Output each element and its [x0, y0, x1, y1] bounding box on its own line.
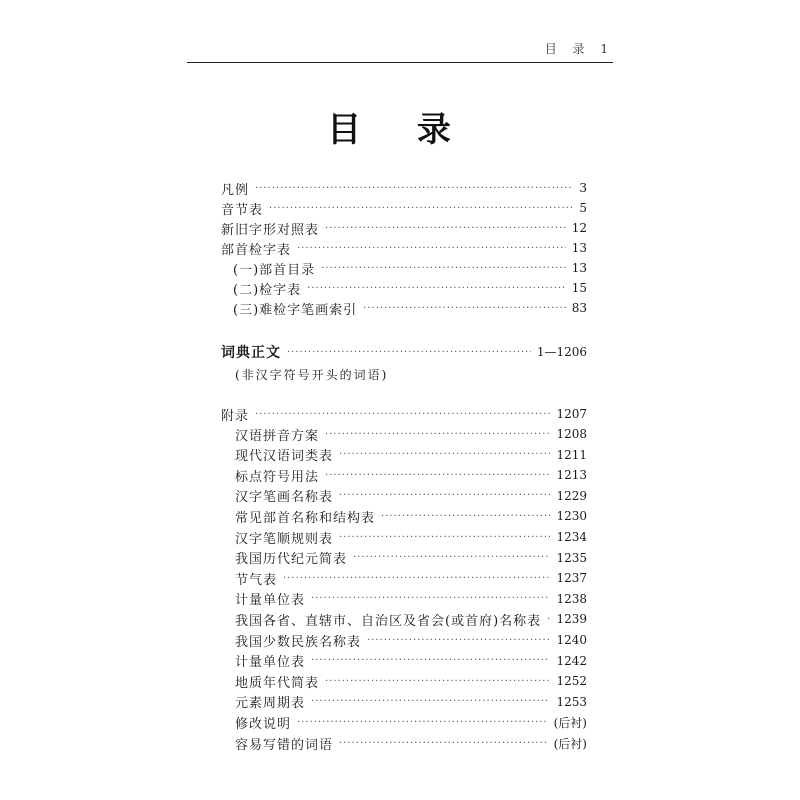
leader-dots	[339, 738, 548, 749]
leader-dots	[381, 511, 550, 522]
toc-entry-label: 节气表	[235, 572, 278, 588]
toc-entry-page: 1213	[556, 468, 587, 483]
leader-dots	[311, 696, 550, 707]
leader-dots	[547, 614, 550, 625]
leader-dots	[339, 449, 550, 460]
toc-entry-label: 我国少数民族名称表	[235, 634, 362, 650]
leader-dots	[339, 490, 550, 501]
leader-dots	[297, 243, 566, 254]
leader-dots	[311, 655, 550, 666]
page-title: 目 录	[327, 110, 473, 150]
appendix-item[interactable]	[235, 486, 587, 506]
appendix-item[interactable]	[235, 465, 587, 485]
toc-subentry-stroke-index[interactable]	[233, 298, 587, 318]
top-rule	[187, 62, 613, 63]
toc-entry-page: 15	[571, 281, 587, 295]
appendix-item[interactable]	[235, 712, 587, 732]
toc-entry-page: 1207	[556, 407, 587, 421]
leader-dots	[367, 635, 550, 646]
toc-entry-page: 1238	[556, 591, 587, 606]
toc-subentry-radical-list[interactable]	[233, 258, 587, 278]
leader-dots	[353, 552, 550, 563]
appendix-item[interactable]	[235, 630, 587, 650]
leader-dots	[339, 532, 550, 543]
appendix-item[interactable]	[235, 445, 587, 465]
toc-entry-page: 1230	[556, 509, 587, 524]
appendix-item[interactable]	[235, 568, 587, 588]
appendix-item[interactable]	[235, 671, 587, 691]
leader-dots	[311, 593, 550, 604]
toc-entry-label: 地质年代简表	[235, 675, 320, 691]
toc-entry-label: 凡例	[221, 182, 250, 198]
toc-entry-page: 1242	[556, 653, 587, 668]
appendix-item[interactable]	[235, 589, 587, 609]
toc-entry-appendix[interactable]	[221, 404, 587, 424]
appendix-item[interactable]	[235, 733, 587, 753]
toc-entry-label: 音节表	[221, 202, 264, 218]
leader-dots	[325, 223, 566, 234]
toc-entry-syllable-table[interactable]	[221, 198, 587, 218]
toc-entry-label: 部首检字表	[221, 242, 292, 258]
appendix-item[interactable]	[235, 548, 587, 568]
toc-entry-page: 1253	[556, 694, 587, 709]
toc-note: (非汉字符号开头的词语)	[235, 368, 389, 382]
toc-entry-page: (后衬)	[553, 736, 587, 751]
toc-entry-label: 汉语拼音方案	[235, 428, 320, 444]
toc-entry-radical-index[interactable]	[221, 238, 587, 258]
running-head: 目 录 1	[544, 42, 614, 56]
toc-entry-page: 1208	[556, 427, 587, 441]
toc-entry-page: 1229	[556, 488, 587, 503]
toc-subentry-char-index[interactable]	[233, 278, 587, 298]
appendix-item[interactable]	[235, 651, 587, 671]
toc-entry-label: 计量单位表	[235, 593, 306, 609]
toc-entry-label: 常见部首名称和结构表	[235, 510, 376, 526]
toc-entry-page: 1237	[556, 571, 587, 586]
toc-entry-label: 汉字笔顺规则表	[235, 531, 334, 547]
appendix-item[interactable]	[235, 424, 587, 444]
toc-entry-label: 修改说明	[235, 716, 292, 732]
toc-entry-label: 我国各省、直辖市、自治区及省会(或首府)名称表	[235, 613, 542, 629]
leader-dots	[287, 347, 531, 358]
toc-entry-label: 计量单位表	[235, 655, 306, 671]
toc-entry-page: 1235	[556, 550, 587, 565]
leader-dots	[255, 183, 573, 194]
toc-entry-label: 词典正文	[221, 345, 281, 361]
toc-entry-label: (三)难检字笔画索引	[233, 302, 358, 318]
toc-entry-page: 13	[571, 241, 587, 255]
toc-entry-label: 新旧字形对照表	[221, 222, 320, 238]
appendix-item[interactable]	[235, 506, 587, 526]
appendix-item[interactable]	[235, 692, 587, 712]
toc-entry-page: (后衬)	[553, 715, 587, 730]
toc-entry-label: (二)检字表	[233, 282, 302, 298]
appendix-item[interactable]	[235, 527, 587, 547]
leader-dots	[307, 283, 566, 294]
toc-entry-page: 1252	[556, 674, 587, 689]
toc-entry-page: 1—1206	[536, 345, 587, 359]
leader-dots	[269, 203, 573, 214]
toc-entry-label: 附录	[221, 408, 250, 424]
leader-dots	[255, 409, 550, 420]
toc-entry-label: (一)部首目录	[233, 262, 316, 278]
leader-dots	[297, 717, 548, 728]
toc-entry-page: 1239	[556, 612, 587, 627]
toc-entry-page: 1234	[556, 530, 587, 544]
toc-entry-main-text[interactable]	[221, 342, 587, 362]
appendix-item[interactable]	[235, 609, 587, 629]
leader-dots	[321, 263, 566, 274]
toc-entry-label: 容易写错的词语	[235, 737, 334, 753]
toc-entry-label: 元素周期表	[235, 696, 306, 712]
toc-entry-fanli[interactable]	[221, 178, 587, 198]
toc-entry-page: 83	[571, 301, 587, 315]
toc-entry-page: 12	[571, 221, 587, 235]
leader-dots	[325, 429, 550, 440]
toc-entry-label: 标点符号用法	[235, 469, 320, 485]
toc-entry-page: 1240	[556, 633, 587, 647]
leader-dots	[325, 676, 550, 687]
toc-entry-label: 现代汉语词类表	[235, 449, 334, 465]
leader-dots	[363, 303, 566, 314]
toc-entry-glyph-table[interactable]	[221, 218, 587, 238]
toc-entry-page: 5	[579, 201, 587, 215]
leader-dots	[325, 470, 550, 481]
toc-entry-page: 1211	[556, 447, 587, 462]
toc-entry-page: 3	[579, 181, 587, 195]
toc-entry-page: 13	[571, 261, 587, 275]
toc-entry-label: 汉字笔画名称表	[235, 490, 334, 506]
leader-dots	[283, 573, 550, 584]
toc-entry-label: 我国历代纪元简表	[235, 552, 348, 568]
